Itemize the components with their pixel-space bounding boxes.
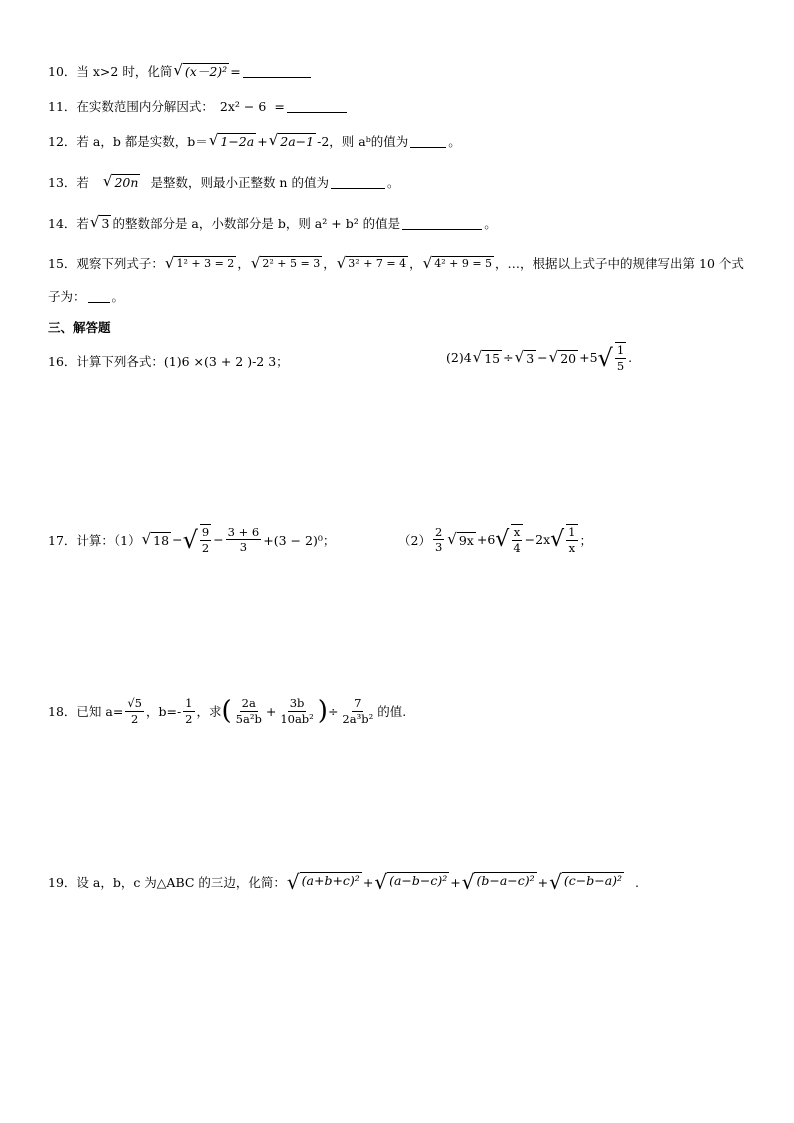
q19-plus-1: + <box>362 874 374 890</box>
q18-b-frac: $\frac{1}{2}$ <box>185 696 193 726</box>
question-16-part2: (2)4 √ 15 ÷ √ 3 − √ 20 +5 √ $\frac{1}{5}$ . <box>446 343 633 373</box>
q12-number: 12． <box>48 134 77 149</box>
q15-end: 。 <box>111 289 125 304</box>
q14-answer-blank[interactable] <box>402 217 482 230</box>
q17-frac-1-x: $\frac{1}{x}$ <box>568 525 576 555</box>
q14-number: 14． <box>48 216 77 231</box>
question-16 <box>48 352 289 370</box>
question-15-line2 <box>48 287 124 305</box>
q19-text: 设 a，b，c 为△ABC 的三边，化简： <box>76 875 286 890</box>
q17-minus2x: −2x <box>524 532 551 548</box>
q15-item-4: √ 4² + 9 = 5 <box>422 253 493 272</box>
q19-plus-2: + <box>450 874 461 890</box>
question-13 <box>48 173 399 191</box>
q18-term3: $\frac{7}{\text{2a³b²}}$ <box>342 696 374 726</box>
q18-end: 的值. <box>377 704 407 720</box>
q12-radical-2: √ 2a−1 <box>268 130 315 149</box>
q18-b-label: ，b=- <box>145 704 182 720</box>
q17-frac-x-4: $\frac{x}{4}$ <box>513 525 521 555</box>
q10-text: 当 x>2 时，化简 <box>76 64 173 79</box>
q10-number: 10． <box>48 64 77 79</box>
q19-plus-3: + <box>537 874 549 890</box>
q15-answer-blank[interactable] <box>88 290 110 303</box>
q19-number: 19． <box>48 875 77 890</box>
q11-answer-blank[interactable] <box>287 100 347 113</box>
question-19 <box>48 872 639 892</box>
q18-number: 18． <box>48 704 77 720</box>
q14-mid: 的整数部分是 a，小数部分是 b，则 a² + b² 的值是 <box>112 216 401 231</box>
q10-equals: = <box>230 63 241 79</box>
q15-number: 15． <box>48 256 77 271</box>
q16-sqrt3: √ 3 <box>514 347 535 366</box>
question-14 <box>48 214 497 232</box>
q11-text: 在实数范围内分解因式： <box>76 99 214 114</box>
q11-number: 11． <box>48 99 77 114</box>
q14-end: 。 <box>484 216 497 231</box>
q16-div: ÷ <box>503 350 514 366</box>
q13-answer-blank[interactable] <box>331 176 385 189</box>
q16-sqrt15: √ 15 <box>472 347 501 366</box>
q15-item-1: √ 1² + 3 = 2 <box>164 253 235 272</box>
q17-frac-9-2: $\frac{9}{2}$ <box>201 525 210 555</box>
q19-end: . <box>635 874 640 890</box>
q18-a-frac: $\frac{√5}{2}$ <box>127 696 142 726</box>
q12-tail: -2，则 aᵇ的值为 <box>317 134 409 149</box>
q18-term1: $\frac{2a}{\text{5a²b}}$ <box>235 696 262 726</box>
q18-term2: $\frac{3b}{\text{10ab²}}$ <box>280 696 314 726</box>
q18-plus: + <box>265 703 277 719</box>
q12-text: 若 a，b 都是实数，b＝ <box>76 134 208 149</box>
q17-sqrt18: √ 18 <box>141 529 170 548</box>
q16-fraction: $\frac{1}{5}$ <box>616 343 625 373</box>
q16-text: 计算下列各式：(1) <box>76 354 182 369</box>
question-18: 18． 已知 a= $\frac{√5}{2}$ ，b=- $\frac{1}{2}$ ，求 ( $\frac{2a}{\text{5a²b}}$ + $\frac{3b}{\text{10ab²}}$ ) ÷ $\frac{7}{\text{2a³b²}}$ 的值. <box>48 696 407 727</box>
question-17-part2: （2） $\frac{2}{3}$ √ 9x +6 √ $\frac{x}{4}$ −2x √ $\frac{1}{x}$ ； <box>398 524 593 555</box>
section-heading: 三、解答题 <box>48 320 111 335</box>
q11-equals: = <box>274 98 285 114</box>
q15-line2: 子为： <box>48 289 86 304</box>
q11-expr: 2x² − 6 <box>219 98 267 114</box>
q17-plus6: +6 <box>476 532 496 548</box>
q18-div: ÷ <box>327 703 339 719</box>
q16-part2-label: (2)4 <box>446 350 472 366</box>
q12-radical-1: √ 1−2a <box>208 130 255 149</box>
q17-part2-label: （2） <box>398 532 431 548</box>
q12-plus: + <box>257 133 268 149</box>
q15-item-3: √ 3² + 7 = 4 <box>336 253 407 272</box>
q16-part1: 6 ×(3 + 2 )-2 3； <box>181 354 289 369</box>
q15-text: 观察下列式子： <box>76 256 164 271</box>
q16-sqrt20: √ 20 <box>548 347 577 366</box>
q14-text: 若 <box>76 216 89 231</box>
q14-radical: √ 3 <box>89 212 110 231</box>
q18-text: 已知 a= <box>76 704 124 720</box>
q19-term-3: √ (b−a−c)² <box>461 870 535 894</box>
q13-radical: √ 20n <box>102 171 139 190</box>
question-15: 15． 观察下列式子： √ 1² + 3 = 2 ， √ 2² + 5 = 3 ， √ 3² + 7 = 4 ， √ 4² + 9 = 5 ，…，根据以上式子中的规律写出第 10 个式 <box>48 253 744 272</box>
q10-radical: √ (x－2)² <box>173 60 228 79</box>
q19-term-2: √ (a−b−c)² <box>374 870 448 894</box>
q17-minus: − <box>172 532 183 548</box>
q13-end: 。 <box>386 175 400 190</box>
q13-number: 13． <box>48 175 77 190</box>
q19-term-1: √ (a+b+c)² <box>286 870 360 894</box>
q19-term-4: √ (c−b−a)² <box>549 870 623 894</box>
q15-item-2: √ 2² + 5 = 3 <box>250 253 321 272</box>
q18-ask: ，求 <box>196 704 222 720</box>
question-17: 17． 计算：（1） √ 18 − √ $\frac{9}{2}$ − $\frac{3 + 6}{3}$ +(3 − 2)⁰； <box>48 524 336 555</box>
question-10 <box>48 62 313 80</box>
q17-frac-roots: $\frac{3 + 6}{3}$ <box>227 524 260 555</box>
q16-number: 16． <box>48 354 77 369</box>
q17-frac-2-3: $\frac{2}{3}$ <box>434 524 443 555</box>
q17-tail: +(3 − 2)⁰； <box>263 532 336 548</box>
q16-plus5: +5 <box>579 350 598 366</box>
q10-answer-blank[interactable] <box>243 65 311 78</box>
q15-mid: ，…，根据以上式子中的规律写出第 10 个式 <box>495 256 744 271</box>
q17-end: ； <box>579 532 593 548</box>
q17-number: 17． <box>48 532 77 548</box>
q16-end: . <box>628 350 633 366</box>
q16-minus: − <box>537 350 548 366</box>
question-12 <box>48 132 461 150</box>
q13-mid: 是整数，则最小正整数 n 的值为 <box>150 175 329 190</box>
q12-end: 。 <box>448 134 461 149</box>
q17-text: 计算：（1） <box>76 532 141 548</box>
question-11 <box>48 97 349 115</box>
q12-answer-blank[interactable] <box>410 135 446 148</box>
q13-text: 若 <box>76 175 89 190</box>
q17-sqrt9x: √ 9x <box>447 529 474 548</box>
